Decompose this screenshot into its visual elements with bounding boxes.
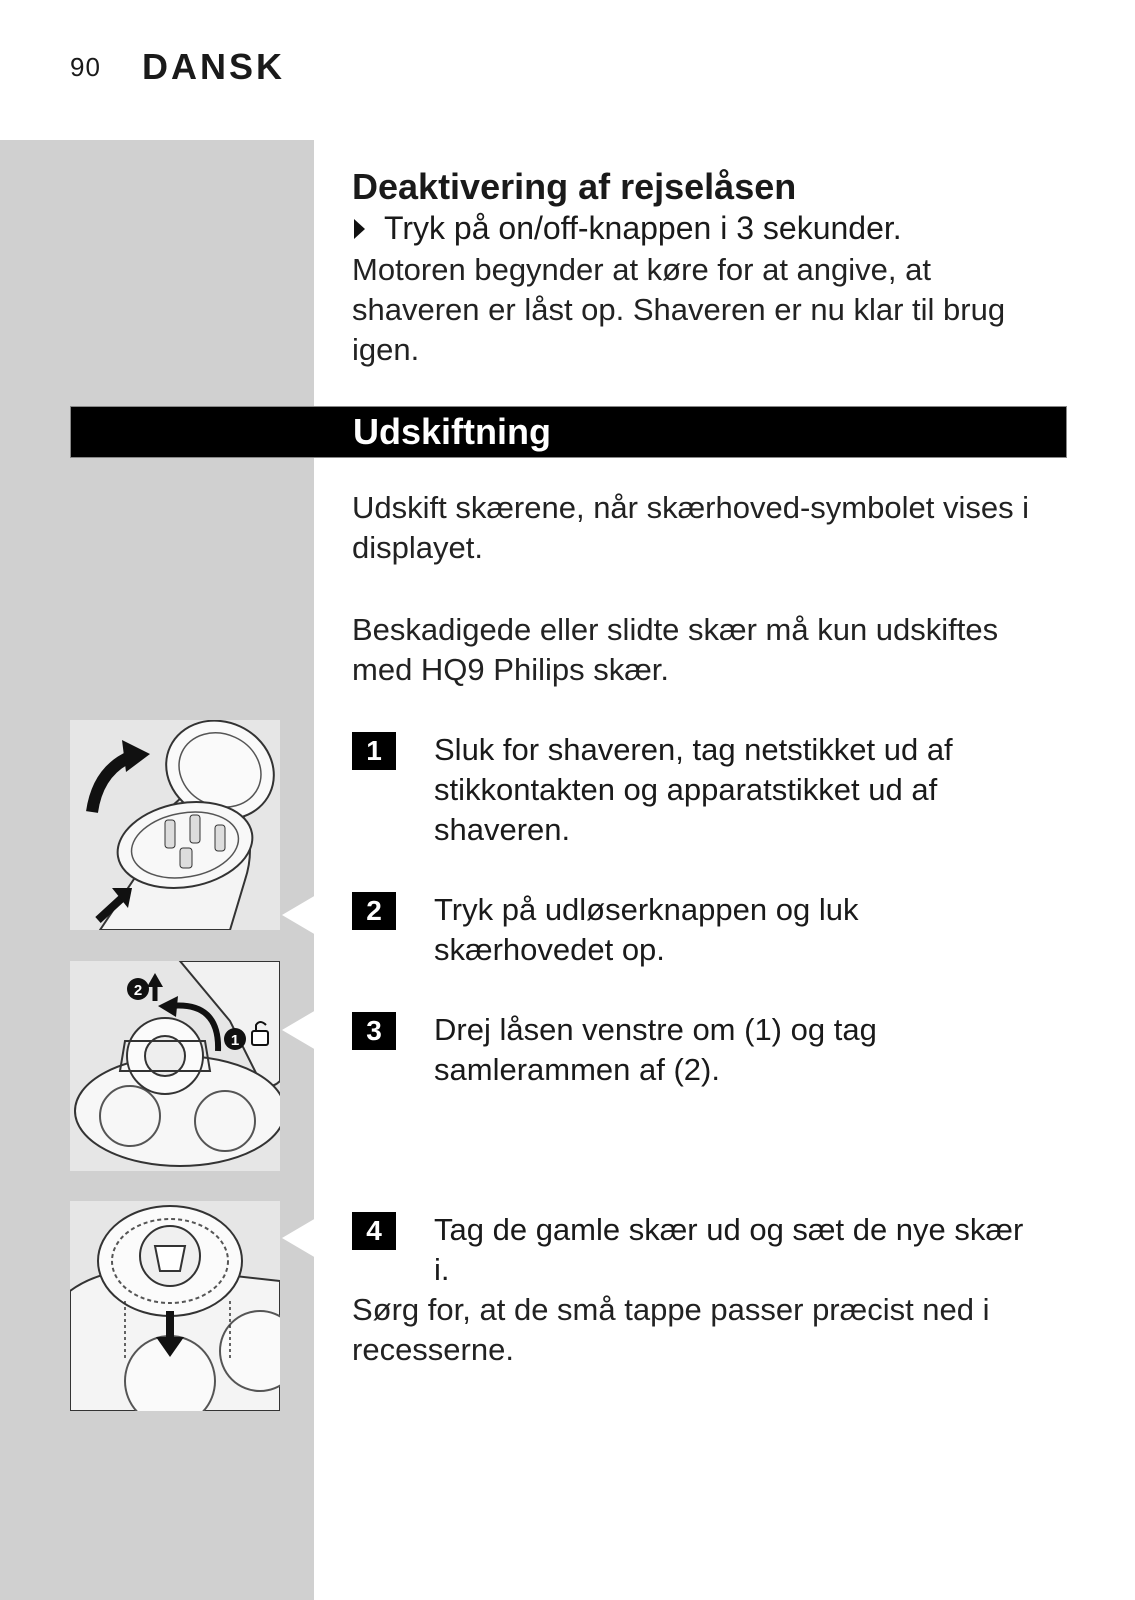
replacement-intro-2 <box>352 610 1052 690</box>
replacement-intro-1 <box>352 488 1052 568</box>
deactivation-description <box>352 250 1052 370</box>
step-number: 4 <box>352 1212 396 1250</box>
language-label: DANSK <box>142 46 286 87</box>
step-line: Sluk for shaveren, tag netstikket ud af <box>434 732 953 767</box>
note-line-1: Sørg for, at de små tappe passer præcist ned i <box>352 1292 990 1327</box>
intro2-line-2: med HQ9 Philips skær. <box>352 652 669 687</box>
page-number: 90 <box>70 52 101 82</box>
section-banner <box>70 406 1067 458</box>
deactivation-line-1: Motoren begynder at køre for at angive, at <box>352 252 931 287</box>
step-line: Tag de gamle skær ud og sæt de nye skær <box>434 1212 1024 1247</box>
intro1-line-2: displayet. <box>352 530 483 565</box>
deactivation-title: Deaktivering af rejselåsen <box>352 166 797 207</box>
step-4 <box>352 1210 1052 1290</box>
step-3 <box>352 1010 1052 1090</box>
step-number: 3 <box>352 1012 396 1050</box>
deactivation-line-3: igen. <box>352 332 420 367</box>
deactivation-bullet <box>352 210 902 247</box>
step-line: shaveren. <box>434 812 571 847</box>
triangle-bullet-icon <box>352 218 366 240</box>
step-line: stikkontakten og apparatstikket ud af <box>434 772 938 807</box>
step-text <box>434 1210 1023 1290</box>
retaining-frame-removal-illustration <box>70 961 280 1171</box>
shaver-head-open-illustration <box>70 720 280 930</box>
step-2 <box>352 890 1052 970</box>
intro2-line-1: Beskadigede eller slidte skær må kun udskiftes <box>352 612 999 647</box>
step-4-note <box>352 1290 1052 1370</box>
cutter-replacement-illustration <box>70 1201 280 1411</box>
deactivation-bullet-text: Tryk på on/off-knappen i 3 sekunder. <box>384 210 902 246</box>
step-text <box>434 890 858 970</box>
deactivation-line-2: shaveren er låst op. Shaveren er nu klar til brug <box>352 292 1006 327</box>
note-line-2: recesserne. <box>352 1332 514 1367</box>
illustration-pointer <box>282 1010 316 1050</box>
section-heading: Udskiftning <box>353 411 551 452</box>
step-number: 1 <box>352 732 396 770</box>
step-line: Tryk på udløserknappen og luk <box>434 892 859 927</box>
callout-1: 1 <box>230 1032 240 1049</box>
step-text <box>434 1010 877 1090</box>
step-1 <box>352 730 1052 850</box>
step-line: i. <box>434 1252 450 1287</box>
step-line: samlerammen af (2). <box>434 1052 720 1087</box>
step-number: 2 <box>352 892 396 930</box>
step-line: skærhovedet op. <box>434 932 665 967</box>
step-text <box>434 730 953 850</box>
intro1-line-1: Udskift skærene, når skærhoved-symbolet vises i <box>352 490 1030 525</box>
illustration-pointer <box>282 895 316 935</box>
step-line: Drej låsen venstre om (1) og tag <box>434 1012 877 1047</box>
illustration-pointer <box>282 1218 316 1258</box>
unlock-icon <box>252 1031 268 1045</box>
callout-2: 2 <box>133 982 143 999</box>
